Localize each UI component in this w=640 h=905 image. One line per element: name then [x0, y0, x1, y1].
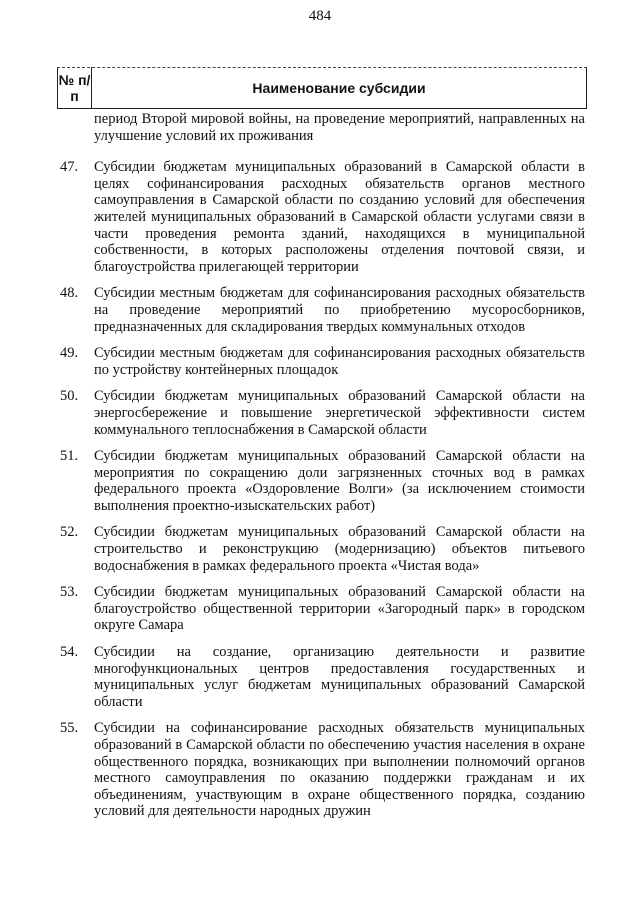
- page-number: 484: [308, 8, 332, 24]
- list-item: [57, 524, 585, 574]
- list-item-text: Субсидии на создание, организацию деятельности и развитие многофункциональных центров предоставления государственных и муниципальных услуг бюджетам муниципальных образований Самарской области: [94, 644, 585, 710]
- column-header-number: № п/п: [58, 67, 92, 108]
- list-item-text: Субсидии бюджетам муниципальных образований Самарской области на строительство и реконструкцию (модернизацию) объектов питьевого водоснабжения в рамках федерального проекта «Чистая вода»: [94, 524, 585, 574]
- list-item: [57, 159, 585, 275]
- list-item-text: Субсидии местным бюджетам для софинансирования расходных обязательств по устройству контейнерных площадок: [94, 345, 585, 378]
- continuation-text: период Второй мировой войны, на проведение мероприятий, направленных на улучшение условий их проживания: [94, 111, 585, 144]
- table-header: [57, 67, 587, 109]
- list-item: [57, 584, 585, 634]
- list-item-number: 50.: [60, 388, 79, 405]
- list-item: [57, 285, 585, 335]
- list-item: [57, 388, 585, 438]
- list-item-text: Субсидии бюджетам муниципальных образований Самарской области на мероприятия по сокращению доли загрязненных сточных вод в рамках федерального проекта «Оздоровление Волги» (за исключением стоимости выполнения проектно-изыскательских работ): [94, 448, 585, 514]
- list-item-text: Субсидии бюджетам муниципальных образований в Самарской области в целях софинансирования расходных обязательств органов местного самоуправления в Самарской области по созданию условий для обеспечения жителей муниципальных образований в Самарской области услугами связи в части проведения ремонта зданий, находящихся в муниципальной собственности, в которых расположены отделения почтовой связи, и благоустройства прилегающей территории: [94, 159, 585, 275]
- list-item-number: 51.: [60, 448, 79, 465]
- list-item-text: Субсидии на софинансирование расходных обязательств муниципальных образований в Самарской области по обеспечению участия населения в охране общественного порядка, возникающих при выполнении полномочий органов местного самоуправления по оказанию поддержки гражданам и их объединениям, участвующим в охране общественного порядка, созданию условий для деятельности народных дружин: [94, 720, 585, 820]
- list-item: [57, 644, 585, 710]
- list-item-number: 49.: [60, 345, 79, 362]
- list-item: [57, 345, 585, 378]
- list-item-number: 54.: [60, 644, 79, 661]
- list-item-number: 48.: [60, 285, 79, 302]
- list-item-number: 55.: [60, 720, 79, 737]
- list-item: [57, 448, 585, 514]
- list-item-text: Субсидии бюджетам муниципальных образований Самарской области на энергосбережение и повышение энергетической эффективности систем коммунального теплоснабжения в Самарской области: [94, 388, 585, 438]
- list-item-text: Субсидии местным бюджетам для софинансирования расходных обязательств на проведение мероприятий по приобретению мусоросборников, предназначенных для складирования твердых коммунальных отходов: [94, 285, 585, 335]
- list-item-number: 52.: [60, 524, 79, 541]
- list-item-text: Субсидии бюджетам муниципальных образований Самарской области на благоустройство общественной территории «Загородный парк» в городском округе Самара: [94, 584, 585, 634]
- list-item-number: 53.: [60, 584, 79, 601]
- subsidy-list: [57, 111, 585, 820]
- list-item: [57, 720, 585, 820]
- list-item-number: 47.: [60, 159, 79, 176]
- column-header-name: Наименование субсидии: [252, 79, 426, 96]
